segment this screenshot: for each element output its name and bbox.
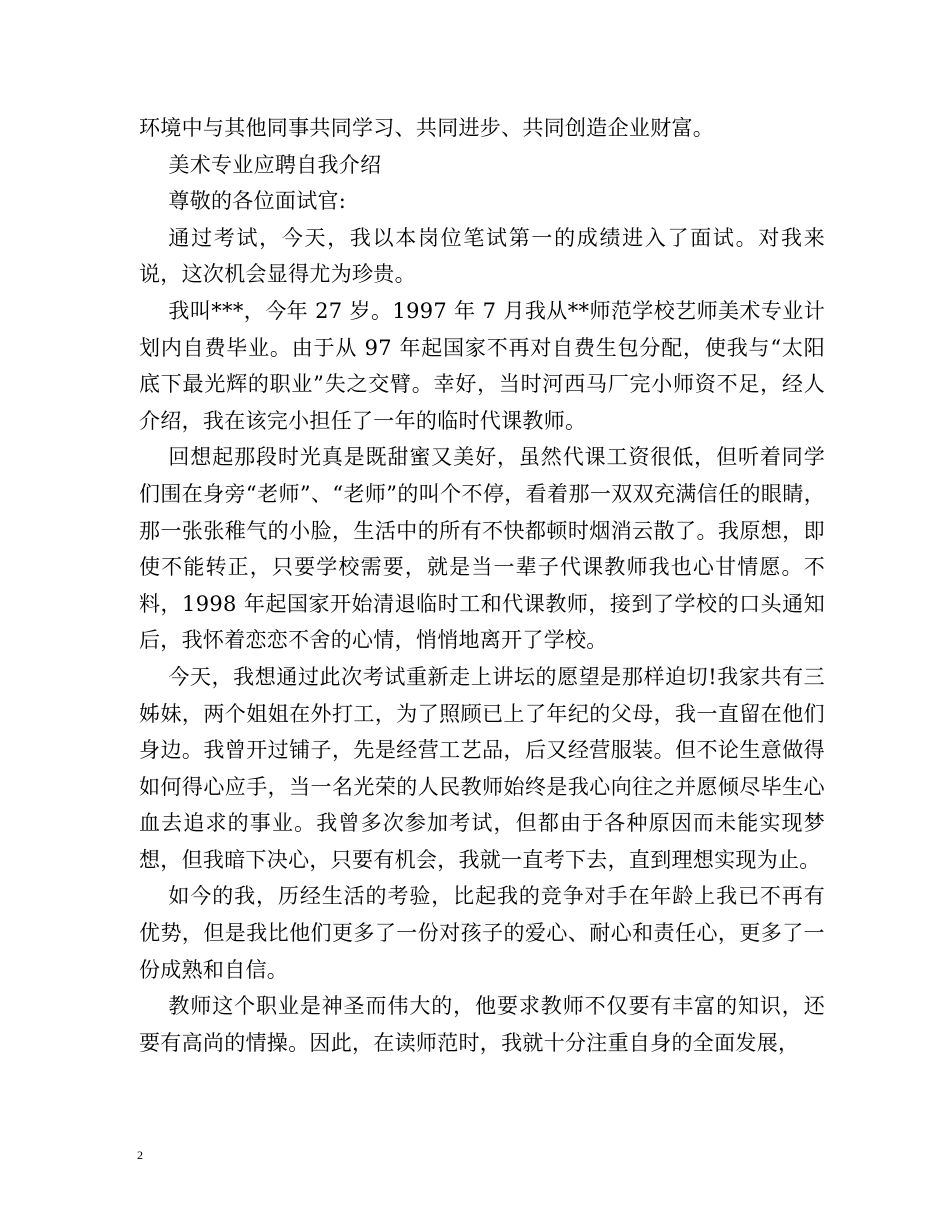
paragraph: 我叫***，今年 27 岁。1997 年 7 月我从**师范学校艺师美术专业计划内自费毕业。由于从 97 年起国家不再对自费生包分配，使我与“太阳底下最光辉的职业”失之交臂。幸好，当时河西马厂完小师资不足，经人介绍，我在该完小担任了一年的临时代课教师。 xyxy=(139,298,825,433)
paragraph: 如今的我，历经生活的考验，比起我的竞争对手在年龄上我已不再有优势，但是我比他们更多了一份对孩子的爱心、耐心和责任心，更多了一份成熟和自信。 xyxy=(139,884,825,982)
paragraph: 教师这个职业是神圣而伟大的，他要求教师不仅要有丰富的知识，还要有高尚的情操。因此，在读师范时，我就十分注重自身的全面发展， xyxy=(139,994,825,1055)
paragraph: 通过考试，今天，我以本岗位笔试第一的成绩进入了面试。对我来说，这次机会显得尤为珍贵。 xyxy=(139,225,825,287)
paragraph: 回想起那段时光真是既甜蜜又美好，虽然代课工资很低，但听着同学们围在身旁“老师”、“老师”的叫个不停，看着那一双双充满信任的眼睛，那一张张稚气的小脸，生活中的所有不快都顿时烟消云散了。我原想，即使不能转正，只要学校需要，就是当一辈子代课教师我也心甘情愿。不料，1998 年起国家开始清退临时工和代课教师，接到了学校的口头通知后，我怀着恋恋不舍的心情，悄悄地离开了学校。 xyxy=(139,445,825,653)
paragraph: 今天，我想通过此次考试重新走上讲坛的愿望是那样迫切!我家共有三姊妹，两个姐姐在外打工，为了照顾已上了年纪的父母，我一直留在他们身边。我曾开过铺子，先是经营工艺品，后又经营服装。但不论生意做得如何得心应手，当一名光荣的人民教师始终是我心向往之并愿倾尽毕生心血去追求的事业。我曾多次参加考试，但都由于各种原因而未能实现梦想，但我暗下决心，只要有机会，我就一直考下去，直到理想实现为止。 xyxy=(139,664,825,872)
page-number: 2 xyxy=(137,1148,143,1162)
section-title: 美术专业应聘自我介绍 xyxy=(168,152,382,177)
body-text xyxy=(139,110,825,1061)
salutation: 尊敬的各位面试官: xyxy=(168,189,347,214)
paragraph-continuation: 环境中与其他同事共同学习、共同进步、共同创造企业财富。 xyxy=(139,116,715,140)
